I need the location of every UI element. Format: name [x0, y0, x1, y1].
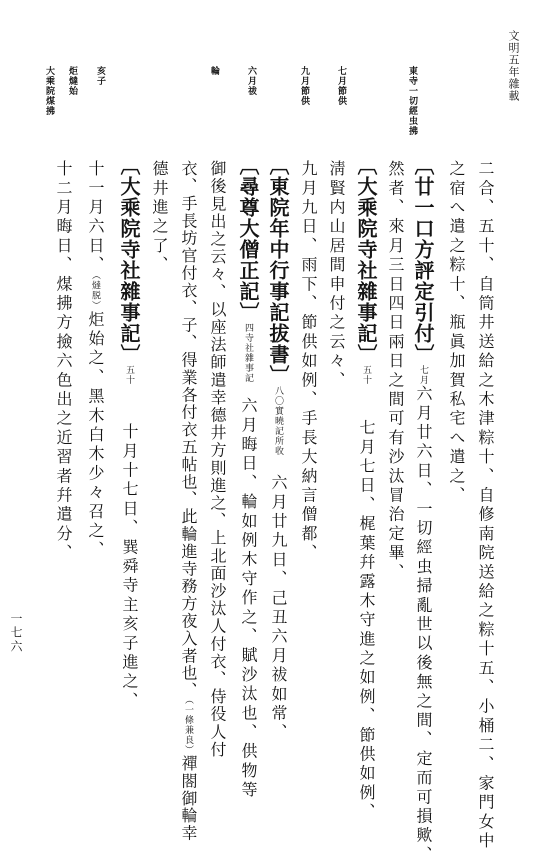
head-note-sixth-month-purification: 六月祓 — [247, 66, 257, 96]
source-title: 〔大乘院寺社雜事記〕 — [354, 155, 378, 365]
body-line-3 — [413, 155, 433, 865]
source-note: 七月 — [418, 365, 428, 385]
source-note: 五十 — [361, 365, 371, 385]
body-line-4: 然者、來月三日四日兩日之間可有沙汰冒治定畢、 — [386, 160, 405, 583]
body-text-run: 十一月六日、 — [86, 160, 105, 276]
body-text-run: 炬始之、黑木白木少々召之、 — [86, 310, 105, 561]
head-note-inoko: 亥子 — [96, 66, 106, 86]
annotation-note: （一條兼良） — [183, 699, 193, 755]
source-title: 〔尋尊大僧正記〕 — [236, 155, 260, 323]
head-note-kotatsu-start: 炬燵始 — [68, 66, 78, 96]
body-text-run: 衣、手長坊官付衣、子、得業各付衣五帖也、此輪進寺務方夜入者也、 — [179, 160, 198, 700]
source-note: 五十 — [124, 365, 134, 385]
body-line-12: 德井進之了、 — [150, 160, 169, 276]
annotation-note: （燵脱） — [90, 275, 100, 311]
body-line-8 — [268, 155, 288, 743]
body-line-10: 御後見出之云々、以座法師遣幸德井方則進之、上北面沙汰人付衣、侍役人付 — [208, 160, 227, 759]
body-line-9 — [238, 155, 258, 800]
source-title: 〔廿一口方評定引付〕 — [411, 155, 435, 365]
body-line-13 — [119, 155, 139, 711]
page-number: 一七六 — [9, 612, 23, 654]
body-text-run: 禪閤御輪幸 — [179, 754, 198, 842]
source-note: 八〇實曉記所收 — [273, 386, 283, 456]
body-line-6: 淸賢内山居間申付之云々、 — [327, 160, 346, 391]
body-line-2: 之宿へ遣之粽十、瓶眞加賀私宅へ遣之、 — [447, 160, 466, 506]
head-note-soot-sweeping: 大乘院煤拂 — [45, 66, 55, 116]
body-line-15: 十二月晦日、煤拂方撿六色出之近習者幷遣分、 — [54, 160, 73, 564]
body-text-run: 六月廿九日、己丑六月祓如常、 — [269, 474, 288, 743]
running-header: 文明五年雜載 — [507, 30, 520, 102]
head-note-seventh-month-festival: 七月節供 — [337, 66, 347, 106]
body-text-run: 六月晦日、輪如例木守作之、賦沙汰也、供物等 — [239, 397, 258, 801]
body-text-run: 六月廿六日、一切經虫掃亂世以後無之間、定而可損歟、 — [414, 385, 433, 865]
body-line-14 — [87, 160, 103, 560]
source-title: 〔大乘院寺社雜事記〕 — [117, 155, 141, 365]
head-note-ring: 輪 — [210, 66, 220, 76]
head-note-sutra-airing: 東寺一切經虫拂 — [408, 66, 418, 136]
body-line-7: 九月九日、雨下、節供如例、手長大納言僧都、 — [299, 160, 318, 564]
body-line-11 — [180, 160, 196, 842]
body-text-run: 十月十七日、巽舜寺主亥子進之、 — [120, 423, 139, 711]
source-title: 〔東院年中行事記拔書〕 — [266, 155, 290, 386]
head-note-ninth-month-festival: 九月節供 — [300, 66, 310, 106]
source-note: 四寺社雜事記 — [243, 323, 253, 383]
body-line-1: 二合、五十、自筒井送給之木津粽十、自修南院送給之粽十五、小桶二、家門女中 — [476, 160, 495, 852]
body-text-run: 七月七日、梶葉幷露木守進之如例、節供如例、 — [357, 419, 376, 823]
body-line-5 — [356, 155, 376, 822]
